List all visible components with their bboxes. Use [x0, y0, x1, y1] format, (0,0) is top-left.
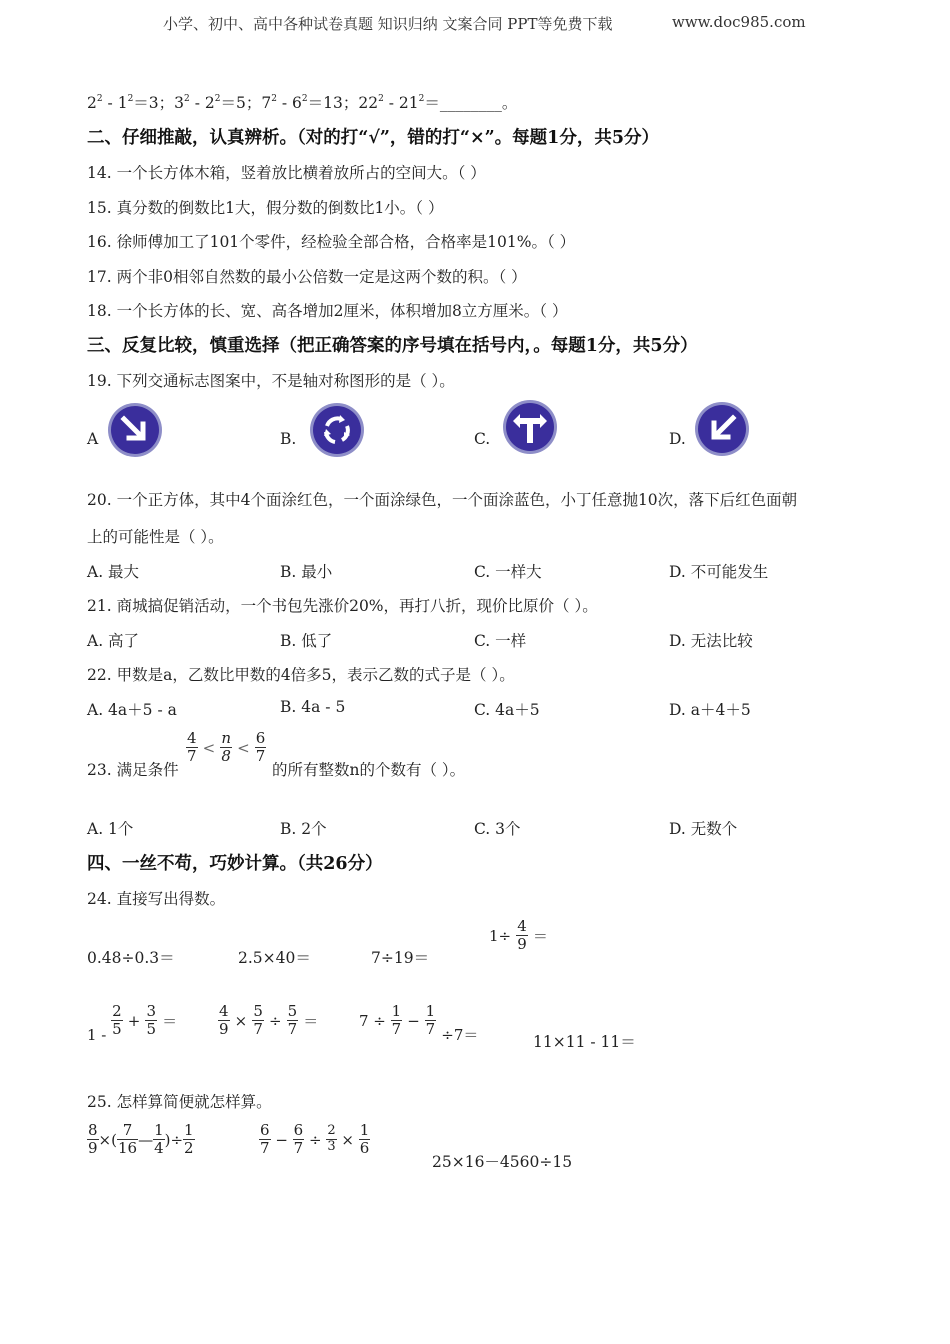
q21: 21. 商城搞促销活动，一个书包先涨价20%，再打八折，现价比原价（ ）。 [87, 597, 598, 615]
calc-5: 1 - $\frac{2}{5}$ + $\frac{3}{5}$ ＝ [87, 1002, 178, 1044]
q21-option-a: A. 高了 [87, 632, 140, 650]
q22-option-b: B. 4a - 5 [280, 698, 346, 716]
q19: 19. 下列交通标志图案中，不是轴对称图形的是（ ）。 [87, 372, 455, 390]
roundabout-sign-icon [309, 402, 365, 458]
q25: 25. 怎样算简便就怎样算。 [87, 1093, 272, 1111]
expr-1: $\frac{8}{9}$ ×( $\frac{7}{16}$ — $\frac{1}{4}$ )÷ $\frac{1}{2}$ [88, 1121, 194, 1158]
section4-heading: 四、一丝不苟，巧妙计算。（共26分） [87, 854, 383, 874]
calc-7: 7 ÷ $\frac{1}{7}$ − $\frac{1}{7}$ ÷7＝ [359, 1002, 479, 1045]
q23-option-b: B. 2个 [280, 820, 327, 838]
expr-2: $\frac{6}{7}$ − $\frac{6}{7}$ ÷ $\frac{2}{3}$ × $\frac{1}{6}$ [260, 1121, 370, 1158]
q24: 24. 直接写出得数。 [87, 890, 226, 908]
q22: 22. 甲数是a，乙数比甲数的4倍多5，表示乙数的式子是（ ）。 [87, 666, 515, 684]
header-site: www.doc985.com [672, 13, 806, 31]
q23-prefix: 23. 满足条件 [87, 761, 179, 779]
q20-line2: 上的可能性是（ ）。 [87, 528, 224, 546]
q22-option-d: D. a＋4＋5 [669, 701, 751, 719]
q21-option-c: C. 一样 [474, 632, 527, 650]
calc-2: 2.5×40＝ [238, 949, 311, 967]
calc-4: 1÷ $\frac{4}{9}$ ＝ [489, 917, 548, 954]
q20-line1: 20. 一个正方体，其中4个面涂红色，一个面涂绿色，一个面涂蓝色，小丁任意抛10次，落下后红色面朝 [87, 491, 798, 509]
q18: 18. 一个长方体的长、宽、高各增加2厘米，体积增加8立方厘米。（ ） [87, 302, 568, 320]
arrow-down-right-sign-icon [107, 402, 163, 458]
q21-option-b: B. 低了 [280, 632, 333, 650]
q14: 14. 一个长方体木箱，竖着放比横着放所占的空间大。（ ） [87, 164, 486, 182]
q20-option-d: D. 不可能发生 [669, 563, 769, 581]
turn-left-right-sign-icon [502, 399, 558, 455]
q20-option-b: B. 最小 [280, 563, 333, 581]
q23-inequality: $\frac{4}{7}$ < $\frac{n}{8}$ < $\frac{6}{7}$ [187, 729, 266, 766]
q22-option-a: A. 4a＋5 - a [87, 701, 177, 719]
section2-heading: 二、仔细推敲，认真辨析。（对的打“√”，错的打“×”。每题1分，共5分） [87, 128, 660, 148]
calc-8: 11×11 - 11＝ [533, 1033, 636, 1051]
q19-option-d: D. [669, 430, 686, 448]
q19-option-c: C. [474, 430, 491, 448]
header-title: 小学、初中、高中各种试卷真题 知识归纳 文案合同 PPT等免费下载 [163, 15, 613, 33]
q16: 16. 徐师傅加工了101个零件，经检验全部合格，合格率是101%。（ ） [87, 233, 576, 251]
q23-option-d: D. 无数个 [669, 820, 738, 838]
expr-3: 25×16－4560÷15 [432, 1153, 573, 1171]
q23-option-c: C. 3个 [474, 820, 521, 838]
arrow-down-left-sign-icon [694, 401, 750, 457]
q13-line: $2^2 - 1^2=3$；$3^2 - 2^2=5$；$7^2 - 6^2=13$；$22^2$ - $21^2=\_\_\_\_\_\_\_\_$。 [87, 94, 518, 112]
q19-option-a: A [87, 430, 99, 448]
calc-6: $\frac{4}{9}$ × $\frac{5}{7}$ ÷ $\frac{5}{7}$ ＝ [219, 1002, 319, 1039]
q23-option-a: A. 1个 [87, 820, 134, 838]
q22-option-c: C. 4a＋5 [474, 701, 540, 719]
q19-option-b: B. [280, 430, 297, 448]
section3-heading: 三、反复比较，慎重选择（把正确答案的序号填在括号内，。每题1分，共5分） [87, 336, 698, 356]
q15: 15. 真分数的倒数比1大，假分数的倒数比1小。（ ） [87, 199, 444, 217]
q23-suffix: 的所有整数n的个数有（ ）。 [272, 761, 466, 779]
q21-option-d: D. 无法比较 [669, 632, 753, 650]
calc-1: 0.48÷0.3＝ [87, 949, 175, 967]
q20-option-c: C. 一样大 [474, 563, 542, 581]
q20-option-a: A. 最大 [87, 563, 140, 581]
q17: 17. 两个非0相邻自然数的最小公倍数一定是这两个数的积。（ ） [87, 268, 527, 286]
calc-3: 7÷19＝ [371, 949, 430, 967]
